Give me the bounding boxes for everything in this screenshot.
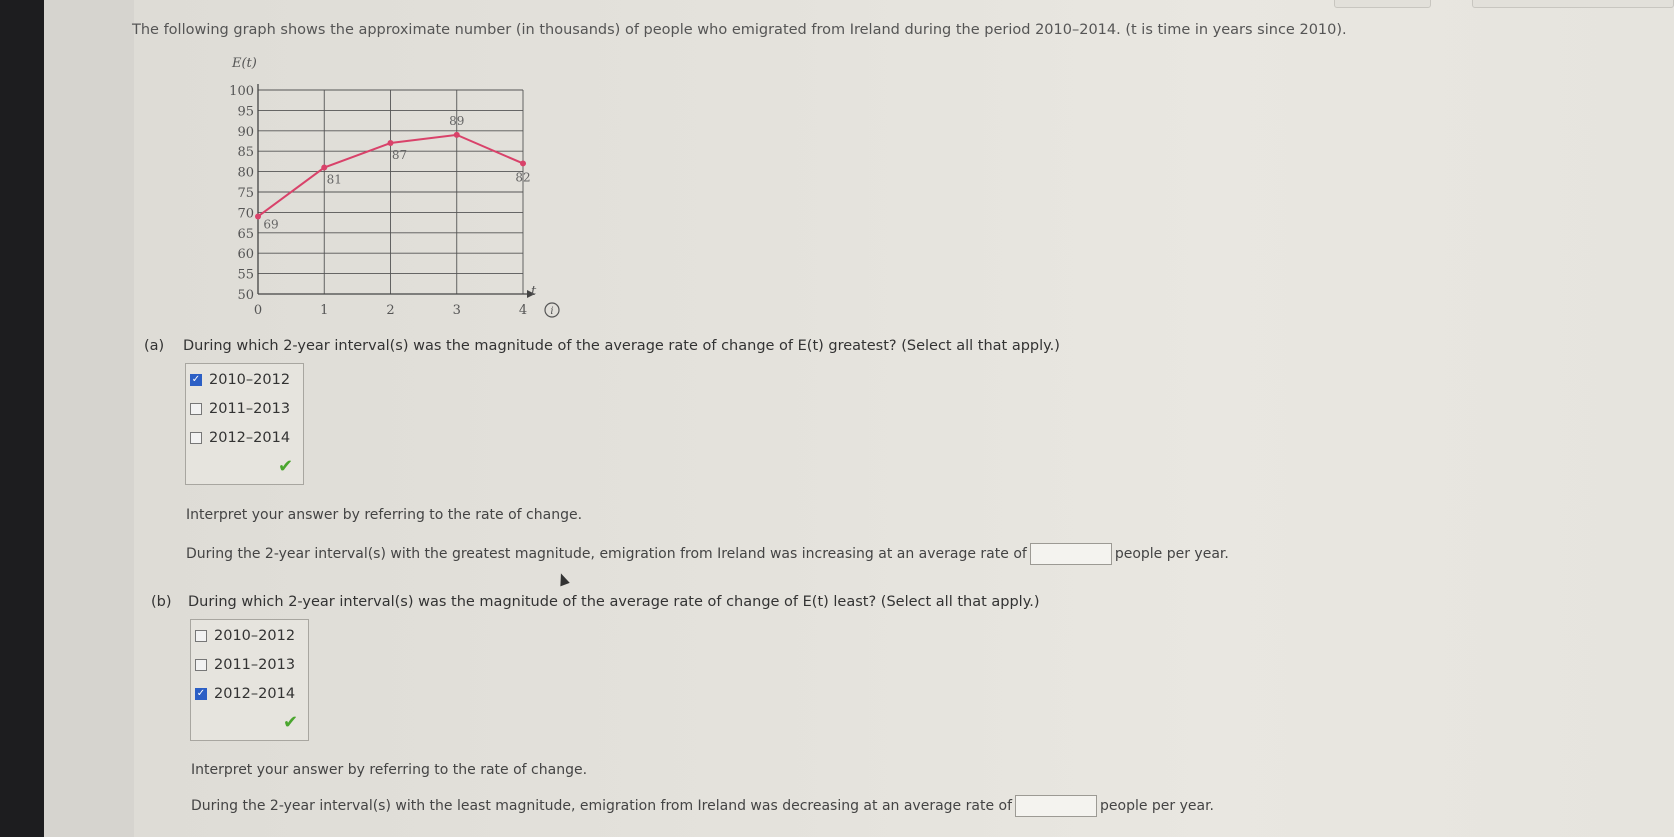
y-tick-label: 70 [237,206,254,222]
checkmark-icon: ✔ [278,456,294,477]
part-a-rate-input[interactable] [1030,543,1112,565]
part-a-options [185,363,304,485]
data-point [321,165,327,171]
y-tick-label: 65 [237,226,254,242]
x-tick-label: 1 [320,303,329,318]
checkbox-checked[interactable]: ✓ [196,688,206,699]
answer-prefix: During the 2-year interval(s) with the least magnitude, emigration from Ireland was decreasing at an average rate of [191,798,1012,814]
data-point [388,140,394,146]
data-point [454,132,460,138]
part-b-interpret: Interpret your answer by referring to the rate of change. [191,762,588,778]
data-label: 89 [449,113,465,128]
part-a-question: During which 2-year interval(s) was the magnitude of the average rate of change of E(t) greatest? (Select all that apply.) [183,338,1060,354]
data-label: 81 [326,172,342,187]
screen-bezel [0,0,44,837]
part-a-label: (a) [144,338,165,354]
option-label: 2010–2012 [209,372,291,388]
part-b-answer-line [191,795,1214,817]
part-b-options [190,619,309,741]
left-margin [44,0,134,837]
option-2012-2014[interactable] [190,430,290,446]
y-axis-label: E(t) [232,56,257,71]
part-a-answer-line [186,543,1229,565]
option-label: 2010–2012 [214,628,296,644]
part-a-interpret: Interpret your answer by referring to the rate of change. [186,507,583,523]
top-toolbar-button[interactable] [1472,0,1674,8]
question-intro: The following graph shows the approximate number (in thousands) of people who emigrated from Ireland during the period 2010–2014. (t is time in years since 2010). [132,22,1347,38]
chart-axes [258,84,535,298]
data-point [255,213,261,219]
checkbox[interactable] [190,403,202,415]
x-tick-label: 2 [386,303,395,318]
y-tick-label: 90 [237,124,254,140]
svg-text:i: i [550,306,554,317]
option-label: 2011–2013 [209,401,291,417]
option-2011-2013[interactable] [195,657,295,673]
y-tick-label: 55 [237,267,254,283]
checkbox[interactable] [190,432,202,444]
emigration-line-chart [200,52,560,322]
checkbox-checked[interactable]: ✓ [191,374,201,385]
option-2011-2013[interactable] [190,401,290,417]
y-tick-labels [229,84,254,303]
y-tick-label: 75 [237,186,254,201]
info-icon[interactable] [545,303,559,317]
x-tick-label: 3 [452,303,461,318]
x-tick-labels [254,303,527,318]
y-tick-label: 50 [237,288,254,303]
y-tick-label: 100 [229,84,254,99]
option-label: 2012–2014 [214,686,296,702]
y-tick-label: 95 [237,104,254,120]
x-tick-label: 4 [518,303,528,318]
data-label: 82 [515,170,531,185]
option-label: 2012–2014 [209,430,291,446]
option-2010-2012[interactable] [190,372,290,388]
answer-suffix: people per year. [1100,798,1215,814]
part-b-rate-input[interactable] [1015,795,1097,817]
checkbox[interactable] [195,630,207,642]
answer-suffix: people per year. [1114,546,1229,562]
option-2012-2014[interactable] [195,686,295,702]
part-b-question: During which 2-year interval(s) was the magnitude of the average rate of change of E(t) least? (Select all that apply.) [188,594,1040,610]
x-tick-label: 0 [253,303,263,318]
checkmark-icon: ✔ [283,712,299,733]
data-labels [263,114,530,232]
data-label: 87 [391,148,408,163]
data-point [520,160,526,166]
top-toolbar-button[interactable] [1334,0,1431,8]
answer-prefix: During the 2-year interval(s) with the greatest magnitude, emigration from Ireland was increasing at an average rate of [186,546,1027,562]
x-axis-label: t [531,284,537,299]
chart-grid [258,90,523,294]
y-tick-label: 85 [237,145,254,161]
option-label: 2011–2013 [214,657,296,673]
y-tick-label: 60 [237,247,254,263]
option-2010-2012[interactable] [195,628,295,644]
data-label: 69 [263,217,279,232]
checkbox[interactable] [195,659,207,671]
y-tick-label: 80 [237,165,254,181]
part-b-label: (b) [151,594,172,610]
